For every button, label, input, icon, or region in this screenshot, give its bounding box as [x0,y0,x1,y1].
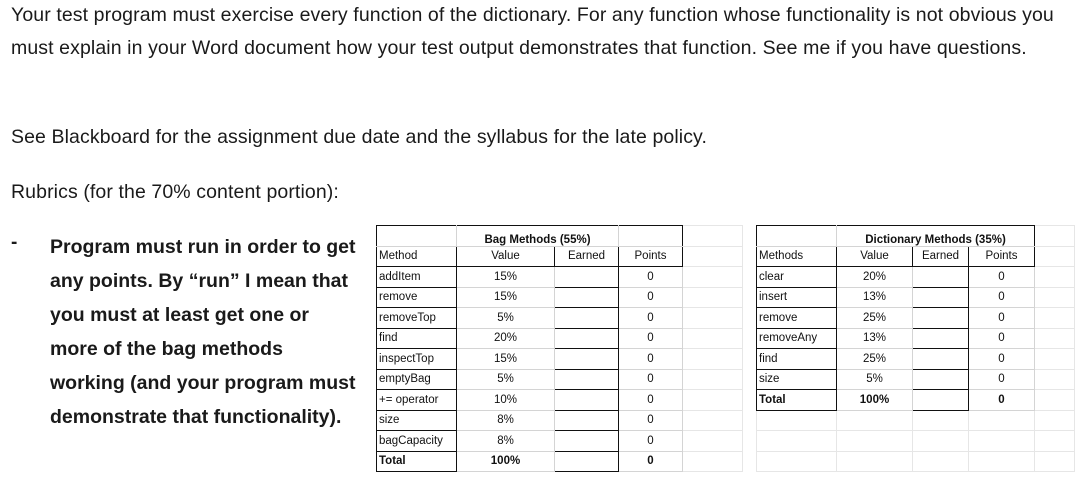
table-row [757,349,1075,370]
due-date-paragraph: See Blackboard for the assignment due date and the syllabus for the late policy. [11,126,707,148]
bag-method-cell: remove [377,287,457,308]
bag-title-row [377,226,743,247]
dict-header-points: Points [969,246,1035,267]
dict-value-cell: 13% [837,287,913,308]
bag-method-cell: removeTop [377,308,457,329]
table-row [377,328,743,349]
table-row [757,287,1075,308]
bag-value-cell: 8% [457,410,555,431]
bag-points-cell: 0 [619,369,683,390]
bag-value-cell: 10% [457,390,555,411]
dict-total-label: Total [757,390,837,411]
bag-total-points: 0 [619,451,683,472]
bag-earned-cell[interactable] [555,410,619,431]
table-row [757,369,1075,390]
dict-earned-cell[interactable] [913,287,969,308]
bag-value-cell: 20% [457,328,555,349]
bag-total-row [377,451,743,472]
bag-earned-cell[interactable] [555,390,619,411]
dict-points-cell: 0 [969,287,1035,308]
dict-method-cell: size [757,369,837,390]
table-row [757,308,1075,329]
bag-method-cell: inspectTop [377,349,457,370]
table-row [377,349,743,370]
dict-method-cell: remove [757,308,837,329]
table-row [757,267,1075,288]
bag-points-cell: 0 [619,267,683,288]
dict-earned-cell[interactable] [913,308,969,329]
dict-total-points: 0 [969,390,1035,411]
empty-grid-row [757,431,1075,452]
bag-header-points: Points [619,246,683,267]
table-row [377,308,743,329]
dict-header-method: Methods [757,246,837,267]
bag-value-cell: 8% [457,431,555,452]
bag-method-cell: bagCapacity [377,431,457,452]
bullet-dash: - [11,232,18,253]
dict-points-cell: 0 [969,369,1035,390]
dictionary-methods-table [756,225,1075,472]
dict-value-cell: 5% [837,369,913,390]
bag-points-cell: 0 [619,287,683,308]
bag-earned-cell[interactable] [555,267,619,288]
dict-method-cell: insert [757,287,837,308]
table-row [377,431,743,452]
table-row [377,390,743,411]
dict-points-cell: 0 [969,308,1035,329]
dict-header-earned: Earned [913,246,969,267]
rubrics-heading: Rubrics (for the 70% content portion): [11,181,339,203]
bag-earned-cell[interactable] [555,308,619,329]
bag-method-cell: emptyBag [377,369,457,390]
dict-header-row [757,246,1075,267]
dict-value-cell: 25% [837,349,913,370]
bag-total-value: 100% [457,451,555,472]
dict-earned-cell[interactable] [913,267,969,288]
table-row [377,369,743,390]
dict-value-cell: 25% [837,308,913,329]
empty-grid-row [757,451,1075,472]
bag-total-label: Total [377,451,457,472]
bag-method-cell: addItem [377,267,457,288]
bag-points-cell: 0 [619,431,683,452]
bag-points-cell: 0 [619,328,683,349]
bag-earned-cell[interactable] [555,328,619,349]
bag-value-cell: 5% [457,308,555,329]
table-row [377,410,743,431]
dict-total-earned [913,390,969,411]
dict-earned-cell[interactable] [913,369,969,390]
dict-points-cell: 0 [969,349,1035,370]
bag-value-cell: 15% [457,349,555,370]
dict-table-title: Dictionary Methods (35%) [837,226,1035,247]
table-row [377,287,743,308]
dict-points-cell: 0 [969,267,1035,288]
bag-header-row [377,246,743,267]
dict-total-row [757,390,1075,411]
table-row [377,267,743,288]
bag-method-cell: find [377,328,457,349]
bag-value-cell: 15% [457,267,555,288]
dict-value-cell: 13% [837,328,913,349]
bag-points-cell: 0 [619,390,683,411]
bag-value-cell: 5% [457,369,555,390]
bag-header-earned: Earned [555,246,619,267]
dict-points-cell: 0 [969,328,1035,349]
dict-method-cell: find [757,349,837,370]
bag-earned-cell[interactable] [555,349,619,370]
bag-total-earned [555,451,619,472]
bag-method-cell: size [377,410,457,431]
bag-value-cell: 15% [457,287,555,308]
bag-points-cell: 0 [619,308,683,329]
run-requirement-bullet: Program must run in order to get any points. By “run” I mean that you must at least get one or more of the bag methods working (and your program must demonstrate that functionality). [50,236,356,428]
bag-earned-cell[interactable] [555,431,619,452]
instructions-paragraph: Your test program must exercise every function of the dictionary. For any function whose functionality is not obvious you must explain in your Word document how your test output demonstrates that function. See me if you have questions. [11,4,1054,59]
bag-points-cell: 0 [619,349,683,370]
bag-earned-cell[interactable] [555,369,619,390]
bag-header-method: Method [377,246,457,267]
bag-table-title: Bag Methods (55%) [457,226,619,247]
bag-earned-cell[interactable] [555,287,619,308]
bag-points-cell: 0 [619,410,683,431]
dict-total-value: 100% [837,390,913,411]
dict-earned-cell[interactable] [913,349,969,370]
dict-header-value: Value [837,246,913,267]
bag-header-value: Value [457,246,555,267]
dict-title-row [757,226,1075,247]
empty-grid-row [757,410,1075,431]
dict-earned-cell[interactable] [913,328,969,349]
dict-method-cell: removeAny [757,328,837,349]
bag-methods-table [376,225,743,472]
dict-method-cell: clear [757,267,837,288]
table-row [757,328,1075,349]
dict-value-cell: 20% [837,267,913,288]
bag-method-cell: += operator [377,390,457,411]
